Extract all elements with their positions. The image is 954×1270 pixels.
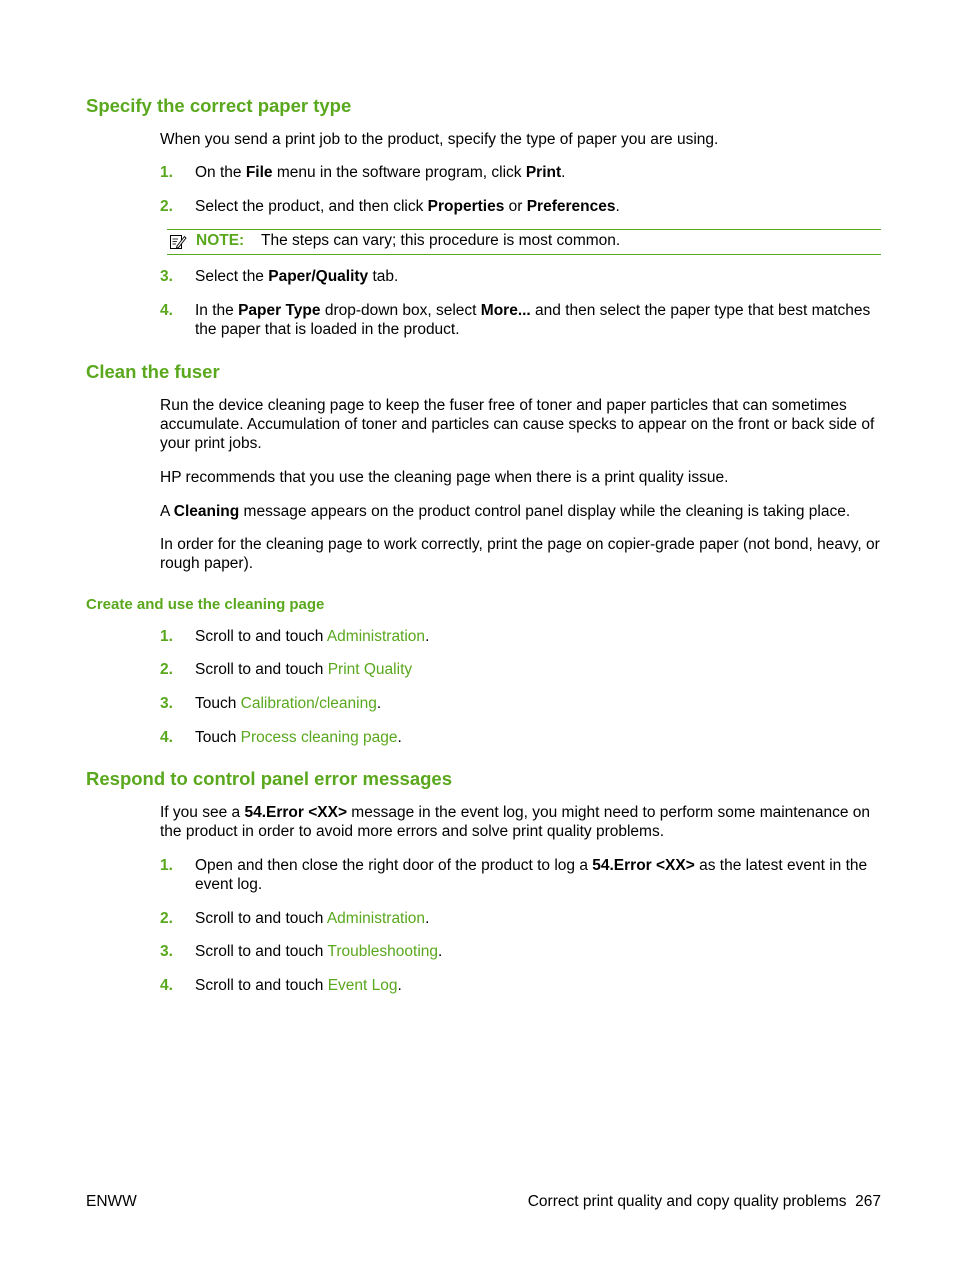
step-number: 4. (160, 977, 173, 994)
step-number: 4. (160, 302, 173, 319)
menu-link-print-quality[interactable]: Print Quality (327, 661, 413, 678)
step-text: In the Paper Type drop-down box, select More... and then select the paper type that best matches the paper that is loaded in the product. (195, 302, 871, 338)
paragraph: When you send a print job to the product, specify the type of paper you are using. (160, 131, 719, 148)
note-icon (169, 233, 187, 251)
paragraph: HP recommends that you use the cleaning page when there is a print quality issue. (160, 469, 729, 486)
step-number: 3. (160, 943, 173, 960)
step-text: Select the product, and then click Properties or Preferences. (195, 198, 620, 215)
step-number: 1. (160, 628, 173, 645)
menu-link-event-log[interactable]: Event Log (327, 977, 398, 994)
footer-right (528, 1193, 881, 1211)
step-number: 2. (160, 198, 173, 215)
section-heading-clean-fuser: Clean the fuser (86, 361, 220, 382)
menu-link-calibration-cleaning[interactable]: Calibration/cleaning (240, 695, 377, 712)
subsection-heading-cleaning-page: Create and use the cleaning page (86, 596, 325, 613)
step-text: Scroll to and touch Print Quality (195, 661, 413, 678)
menu-link-process-cleaning-page[interactable]: Process cleaning page (240, 729, 398, 746)
step-number: 2. (160, 661, 173, 678)
paragraph: Run the device cleaning page to keep the fuser free of toner and paper particles that can sometimes accumulate. Accumulation of toner and particles can cause specks to appear on the front or back side of your print jobs. (160, 397, 875, 452)
note-box (167, 229, 881, 255)
step-number: 3. (160, 268, 173, 285)
paragraph: In order for the cleaning page to work correctly, print the page on copier-grade paper (not bond, heavy, or rough paper). (160, 536, 880, 572)
menu-link-administration[interactable]: Administration (326, 910, 426, 927)
step-number: 2. (160, 910, 173, 927)
step-text: Touch Process cleaning page. (195, 729, 402, 746)
step-number: 1. (160, 164, 173, 181)
paragraph: If you see a 54.Error <XX> message in the event log, you might need to perform some maintenance on the product in order to avoid more errors and solve print quality problems. (160, 804, 870, 840)
step-number: 3. (160, 695, 173, 712)
step-number: 1. (160, 857, 173, 874)
step-text: Scroll to and touch Administration. (195, 910, 430, 927)
step-text: Select the Paper/Quality tab. (195, 268, 399, 285)
step-text: Scroll to and touch Event Log. (195, 977, 402, 994)
footer-left: ENWW (86, 1193, 137, 1210)
step-text: Open and then close the right door of the product to log a 54.Error <XX> as the latest event in the event log. (195, 857, 868, 893)
footer-title: Correct print quality and copy quality problems (527, 1193, 847, 1210)
step-text: Touch Calibration/cleaning. (195, 695, 382, 712)
menu-link-troubleshooting[interactable]: Troubleshooting (327, 943, 439, 960)
note-text: The steps can vary; this procedure is most common. (261, 232, 621, 249)
step-text: On the File menu in the software program, click Print. (195, 164, 566, 181)
step-number: 4. (160, 729, 173, 746)
menu-link-administration[interactable]: Administration (326, 628, 426, 645)
step-text: Scroll to and touch Troubleshooting. (195, 943, 443, 960)
page-number: 267 (855, 1193, 881, 1210)
note-label: NOTE: (196, 232, 245, 249)
paragraph: A Cleaning message appears on the product control panel display while the cleaning is taking place. (160, 503, 851, 520)
section-heading-paper-type: Specify the correct paper type (86, 95, 352, 116)
step-text: Scroll to and touch Administration. (195, 628, 430, 645)
section-heading-error-messages: Respond to control panel error messages (86, 768, 452, 789)
